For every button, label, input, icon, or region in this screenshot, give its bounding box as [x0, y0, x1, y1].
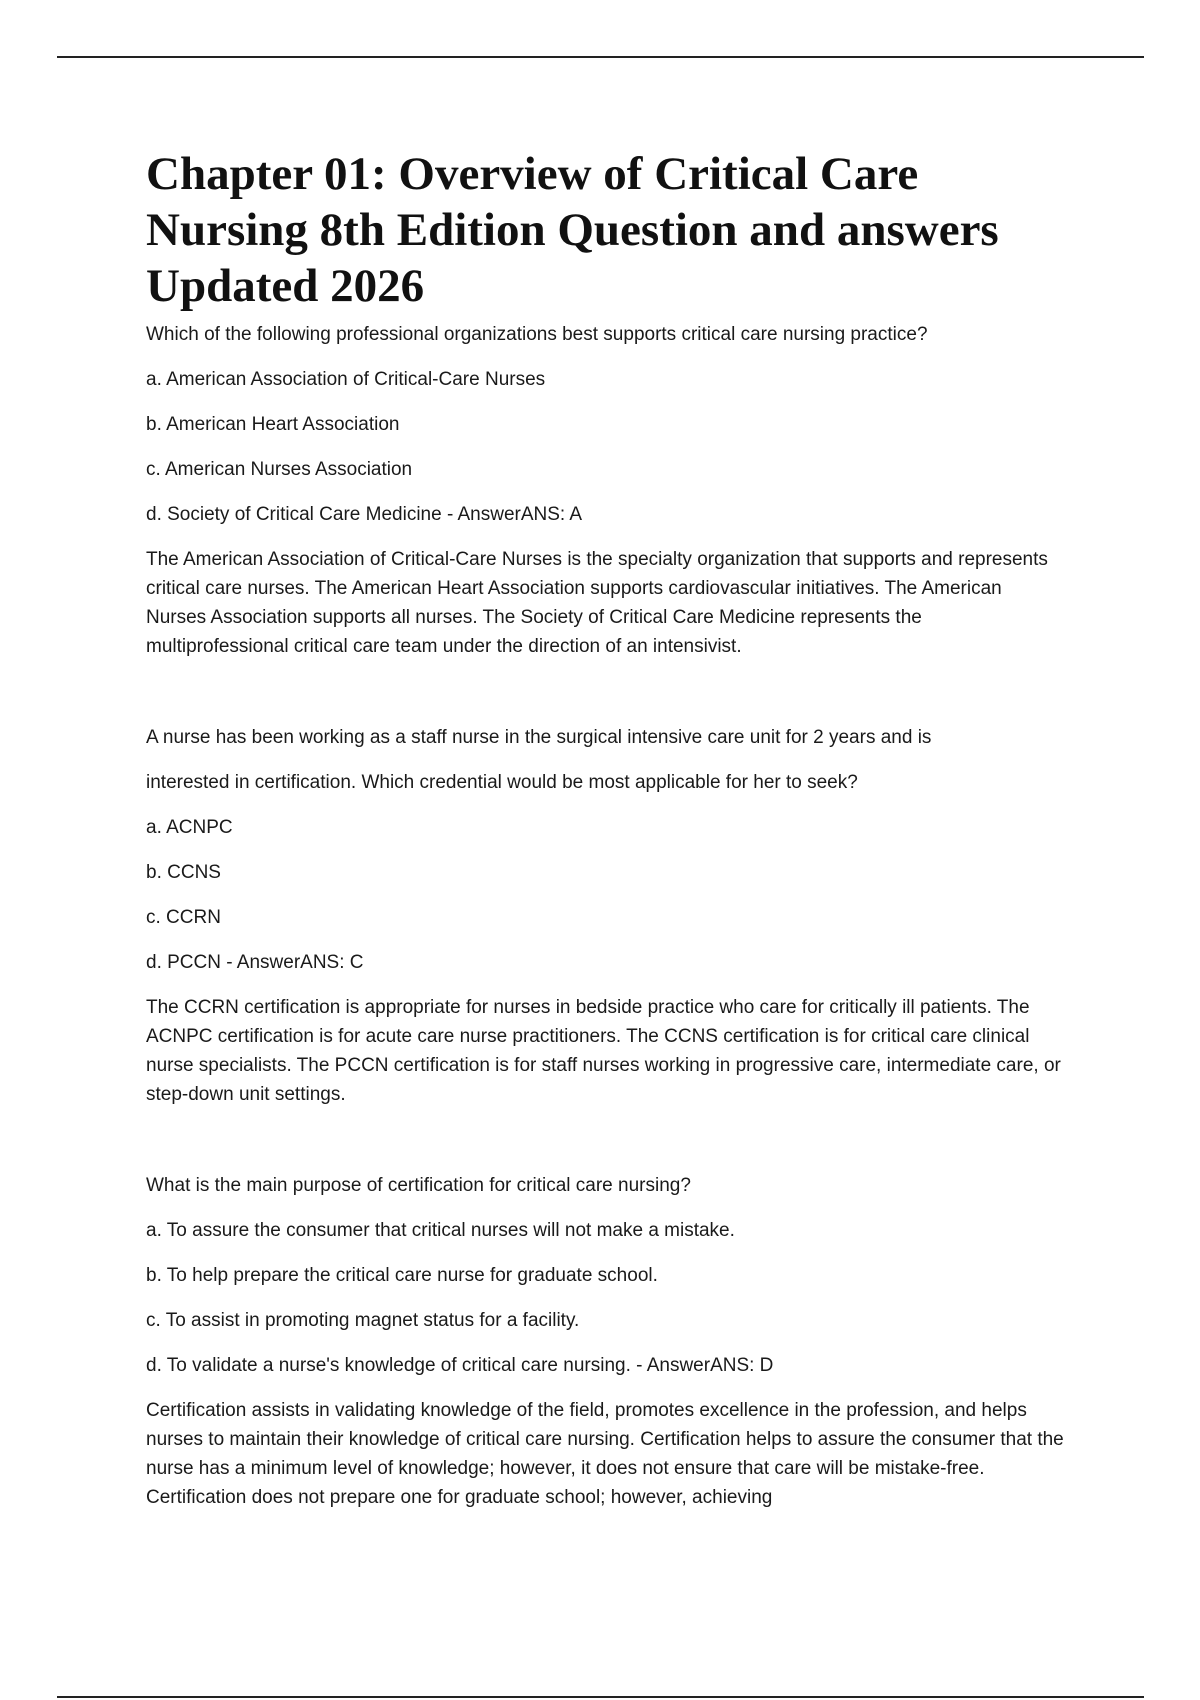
answer-option-b: b. American Heart Association — [146, 414, 400, 435]
bottom-rule — [57, 1696, 1144, 1698]
question-stem: A nurse has been working as a staff nurse in the surgical intensive care unit for 2 years and is — [146, 727, 932, 748]
document-body — [146, 146, 1066, 1512]
answer-option-c: c. CCRN — [146, 907, 221, 928]
answer-option-d: d. Society of Critical Care Medicine - AnswerANS: A — [146, 504, 583, 525]
answer-option-a: a. ACNPC — [146, 817, 233, 838]
answer-option-b: b. To help prepare the critical care nurse for graduate school. — [146, 1265, 658, 1286]
answer-option-b: b. CCNS — [146, 862, 221, 883]
answer-option-a: a. American Association of Critical-Care Nurses — [146, 369, 546, 390]
answer-option-d: d. PCCN - AnswerANS: C — [146, 952, 364, 973]
answer-rationale: Certification assists in validating knowledge of the field, promotes excellence in the profession, and helps nurses to maintain their knowledge of critical care nursing. Certification helps to assure the consumer that the nurse has a minimum level of knowledge; however, it does not ensure that care will be mistake-free. Certification does not prepare one for graduate school; however, achieving — [146, 1400, 1064, 1508]
answer-option-c: c. American Nurses Association — [146, 459, 413, 480]
page-title: Chapter 01: Overview of Critical Care Nursing 8th Edition Question and answers Updated 2026 — [146, 148, 999, 312]
answer-rationale: The American Association of Critical-Care Nurses is the specialty organization that supports and represents critical care nurses. The American Heart Association supports cardiovascular initiatives. The American Nurses Association supports all nurses. The Society of Critical Care Medicine represents the multiprofessional critical care team under the direction of an intensivist. — [146, 549, 1048, 657]
answer-option-d: d. To validate a nurse's knowledge of critical care nursing. - AnswerANS: D — [146, 1355, 774, 1376]
question-block-1 — [146, 320, 1066, 661]
answer-option-a: a. To assure the consumer that critical nurses will not make a mistake. — [146, 1220, 735, 1241]
answer-option-c: c. To assist in promoting magnet status for a facility. — [146, 1310, 580, 1331]
question-stem-continued: interested in certification. Which credential would be most applicable for her to seek? — [146, 772, 858, 793]
question-stem: Which of the following professional organizations best supports critical care nursing practice? — [146, 324, 928, 345]
top-rule — [57, 56, 1144, 58]
question-stem: What is the main purpose of certification for critical care nursing? — [146, 1175, 691, 1196]
question-block-3 — [146, 1171, 1066, 1512]
answer-rationale: The CCRN certification is appropriate for nurses in bedside practice who care for critically ill patients. The ACNPC certification is for acute care nurse practitioners. The CCNS certification is for critical care clinical nurse specialists. The PCCN certification is for staff nurses working in progressive care, intermediate care, or step-down unit settings. — [146, 997, 1061, 1105]
question-block-2 — [146, 723, 1066, 1109]
